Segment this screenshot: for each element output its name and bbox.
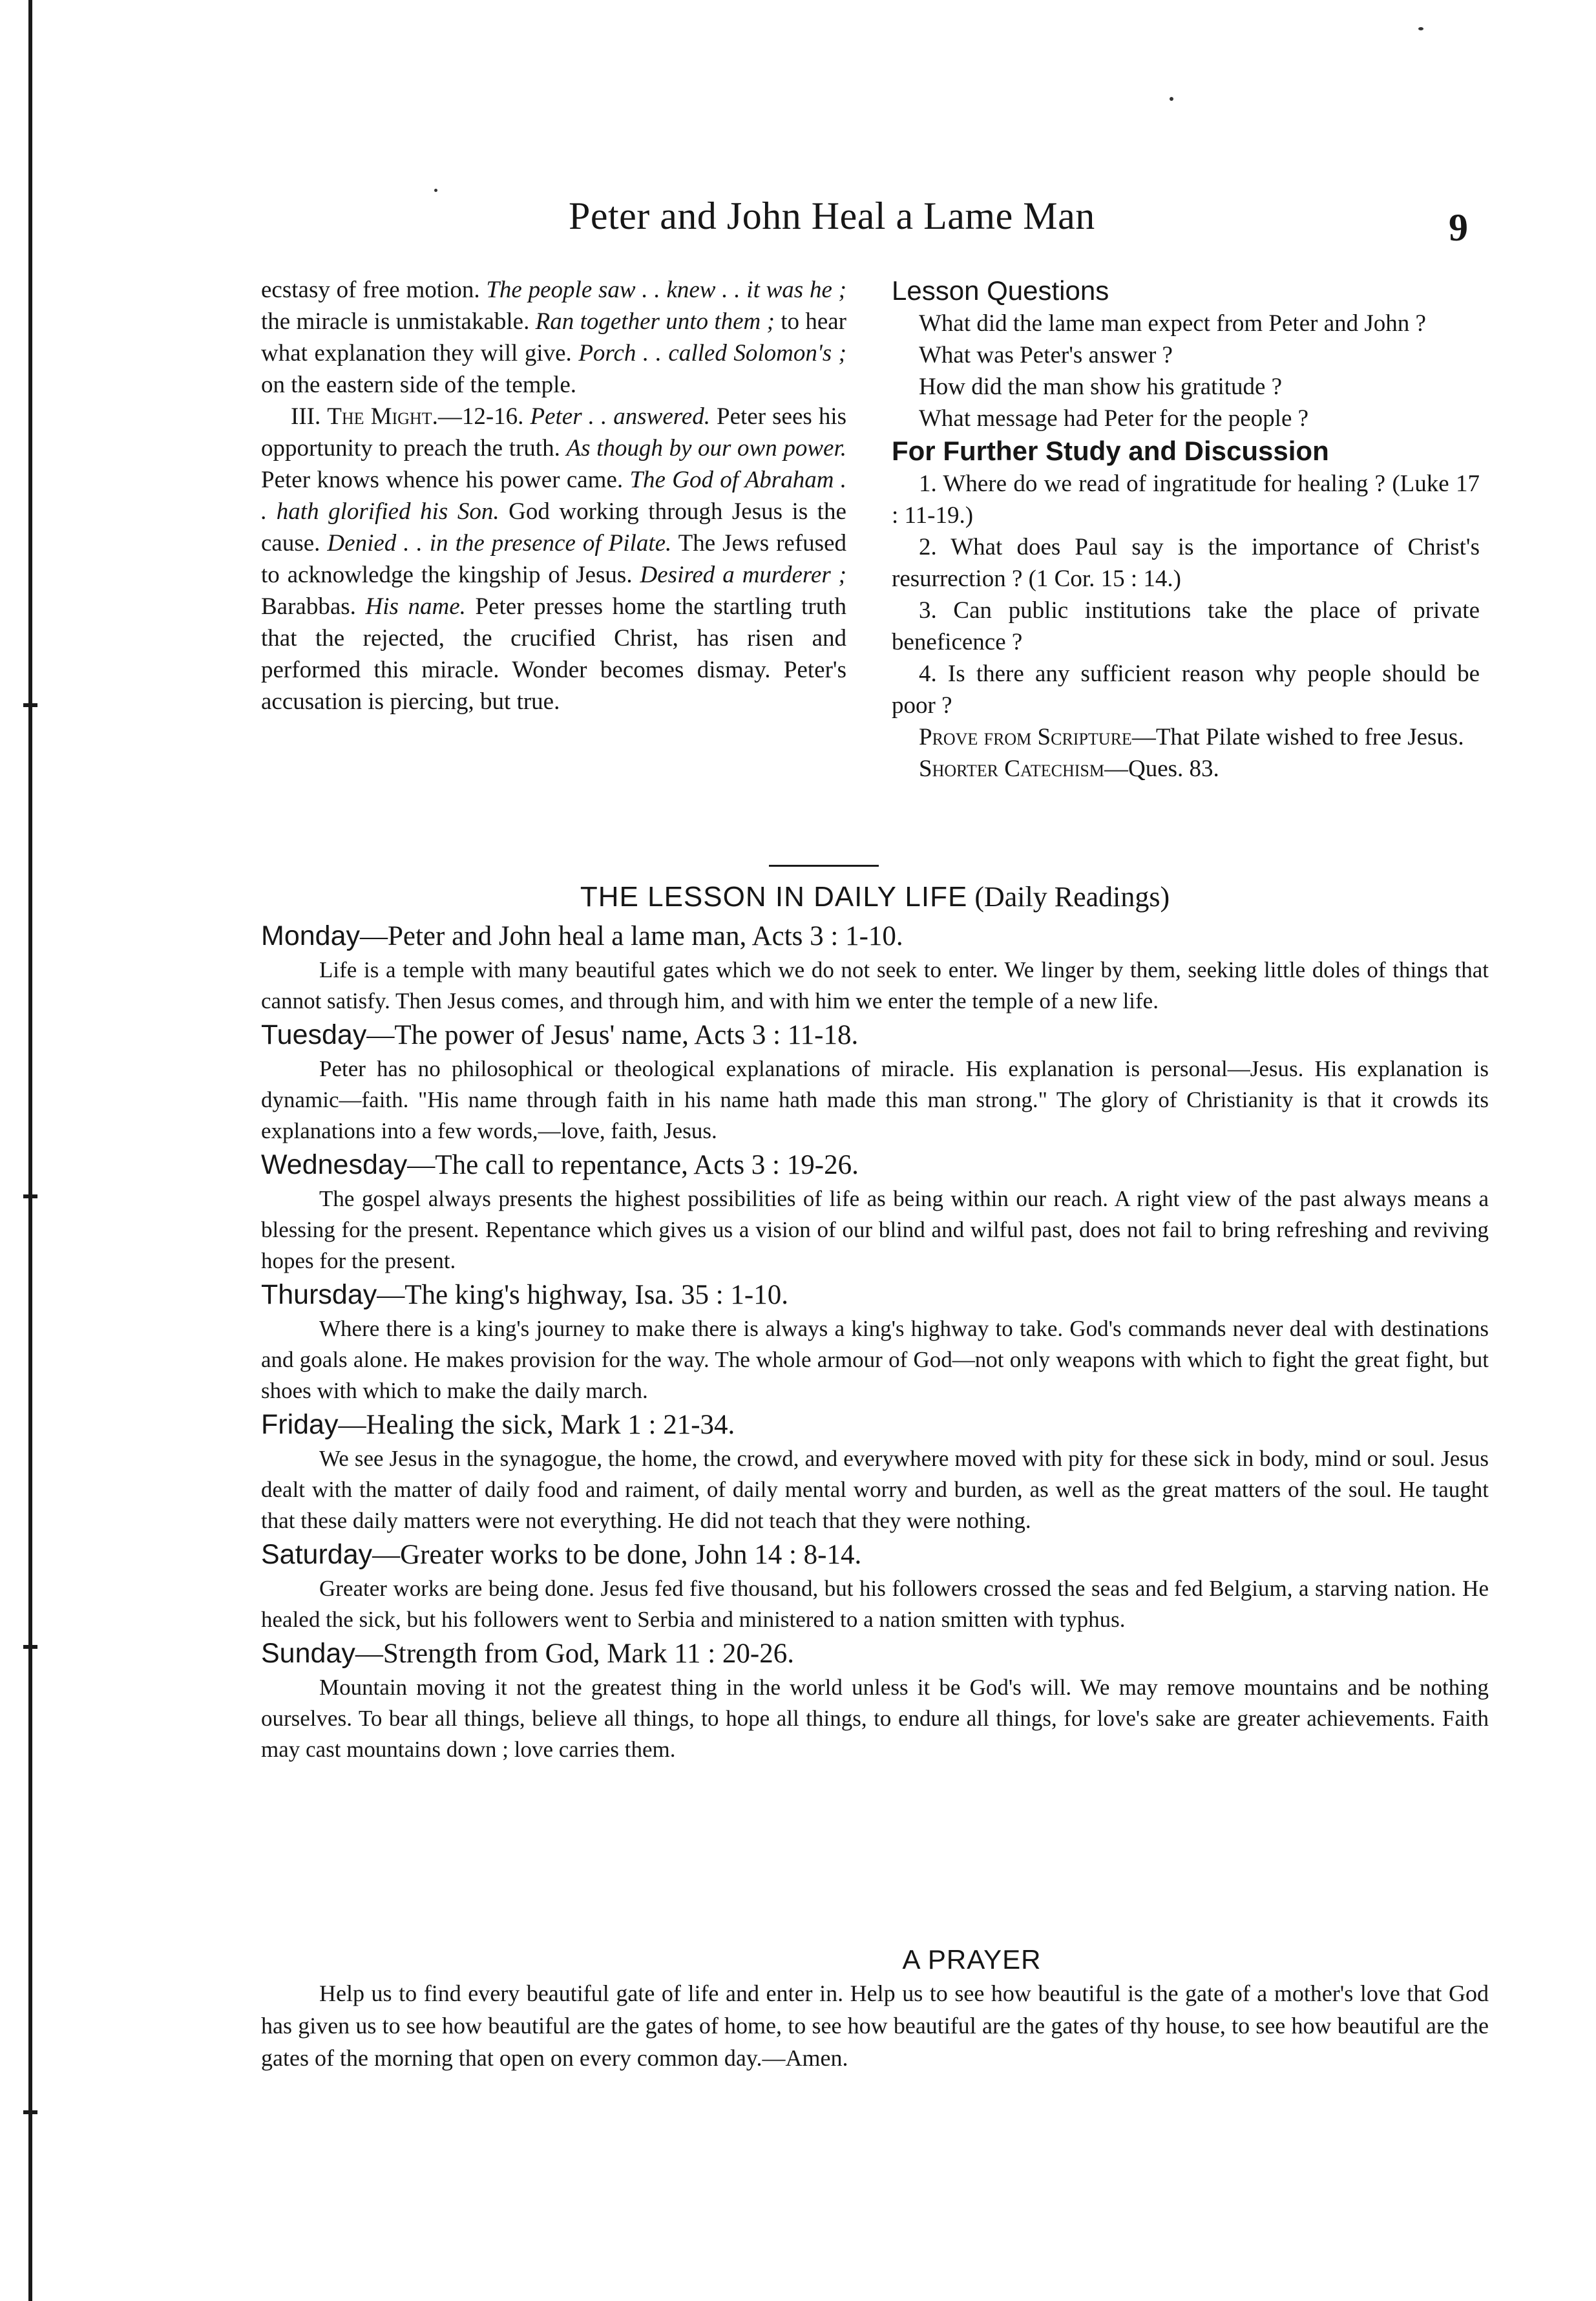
daily-heading-text: THE LESSON IN DAILY LIFE [580, 881, 968, 913]
day-reading: —The power of Jesus' name, Acts 3 : 11-18. [366, 1020, 859, 1050]
day-entry-friday [261, 1406, 1489, 1536]
discussion-item: 2. What does Paul say is the importance of Christ's resurrection ? (1 Cor. 15 : 14.) [892, 534, 1480, 592]
question-item: What did the lame man expect from Peter and John ? [919, 310, 1426, 337]
text-run: Barabbas. [261, 593, 366, 620]
daily-heading-suffix: (Daily Readings) [967, 881, 1170, 913]
day-text: The gospel always presents the highest possibilities of life as being within our reach. A right view of the past always means a blessing for the present. Repentance which gives us a vision of our blind and wilful past, does not fail to bring refreshing and reviving hopes for the present. [261, 1186, 1489, 1273]
section-title: The Might. [327, 403, 438, 430]
prayer-title: A PRAYER [902, 1944, 1042, 1975]
commentary-paragraph [261, 401, 846, 717]
discussion-item: 1. Where do we read of ingratitude for healing ? (Luke 17 : 11-19.) [892, 471, 1480, 529]
verse-range: —12-16. [437, 403, 530, 430]
day-name: Friday [261, 1409, 339, 1440]
day-text: Where there is a king's journey to make there is always a king's highway to take. God's commands never deal with destinations and goals alone. He makes provision for the way. The whole armour of God—not only weapons with which to fight the great fight, but shoes with which to make the daily march. [261, 1316, 1489, 1403]
commentary-paragraph [261, 274, 846, 401]
section-number: III. [291, 403, 328, 430]
day-entry-monday [261, 918, 1489, 1017]
day-text: Greater works are being done. Jesus fed five thousand, but his followers crossed the seas and fed Belgium, a starving nation. He healed the sick, but his followers went to Serbia and ministered to a nation smitten with typhus. [261, 1576, 1489, 1632]
day-reading: —The king's highway, Isa. 35 : 1-10. [377, 1280, 788, 1310]
day-heading [261, 1017, 1489, 1054]
italic-run: The people saw . . knew . . it was he ; [486, 277, 847, 303]
day-name: Monday [261, 920, 360, 951]
prove-text: —That Pilate wished to free Jesus. [1131, 724, 1464, 750]
text-run: on the eastern side of the temple. [261, 372, 577, 398]
italic-run: Denied . . in the presence of Pilate. [327, 530, 672, 557]
binding-mark [23, 1645, 37, 1649]
daily-readings-heading [261, 878, 1489, 917]
italic-run: As though by our own power. [566, 435, 846, 461]
day-heading [261, 1635, 1489, 1672]
left-column [261, 274, 846, 717]
text-run: Peter knows whence his power came. [261, 467, 630, 493]
catechism-label: Shorter Catechism [919, 756, 1104, 782]
day-name: Sunday [261, 1638, 355, 1669]
shorter-catechism [892, 753, 1480, 785]
question-item: What was Peter's answer ? [919, 342, 1173, 368]
discussion-item: 4. Is there any sufficient reason why people should be poor ? [892, 661, 1480, 719]
day-text: Mountain moving it not the greatest thing in the world unless it be God's will. We may remove mountains and be nothing ourselves. To bear all things, believe all things, to hope all things, to endure all things, for love's sake are greater achievements. Faith may cast mountains down ; love carries them. [261, 1675, 1489, 1762]
day-reading: —Peter and John heal a lame man, Acts 3 : 1-10. [359, 921, 903, 951]
italic-run: His name. [365, 593, 466, 620]
day-name: Wednesday [261, 1149, 408, 1180]
page-number: 9 [1449, 206, 1468, 249]
day-heading [261, 1147, 1489, 1183]
day-entry-sunday [261, 1635, 1489, 1765]
question-item: What message had Peter for the people ? [919, 405, 1309, 432]
day-text: Life is a temple with many beautiful gates which we do not seek to enter. We linger by them, seeking little doles of things that cannot satisfy. Then Jesus comes, and through him, and with him we enter the temple of a new life. [261, 957, 1489, 1013]
day-text: We see Jesus in the synagogue, the home, the crowd, and everywhere moved with pity for these sick in body, mind or soul. Jesus dealt with the matter of daily food and raiment, of daily mental worry and burden, as well as the great matters of the soul. He taught that these daily matters were not everything. He did not teach that they were nothing. [261, 1446, 1489, 1533]
day-entry-wednesday [261, 1147, 1489, 1277]
binding-mark [23, 2110, 37, 2114]
day-heading [261, 1277, 1489, 1313]
binding-mark [23, 703, 37, 707]
right-column [892, 274, 1480, 785]
binding-edge-line [28, 0, 32, 2301]
text-run: Peter presses home the startling truth that the rejected, the crucified Christ, has risen and performed this miracle. Wonder becomes dismay. Peter's accusation is piercing, but true. [261, 593, 847, 715]
day-entry-tuesday [261, 1017, 1489, 1147]
day-text: Peter has no philosophical or theological explanations of miracle. His explanation is personal—Jesus. His explanation is dynamic—faith. "His name through faith in his name hath made this man strong." The glory of Christianity is that it crowds its explanations into a few words,—love, faith, Jesus. [261, 1056, 1489, 1143]
day-heading [261, 1406, 1489, 1443]
day-reading: —Greater works to be done, John 14 : 8-14. [372, 1540, 862, 1570]
italic-run: Desired a murderer ; [640, 562, 846, 588]
text-run: ecstasy of free motion. [261, 277, 487, 303]
day-name: Tuesday [261, 1019, 367, 1050]
day-heading [261, 1536, 1489, 1573]
lesson-questions-heading: Lesson Questions [892, 275, 1109, 306]
italic-run: The God of Abraham . . hath glorified his Son. [261, 467, 846, 525]
daily-readings-section [261, 878, 1489, 1765]
catechism-text: —Ques. 83. [1104, 756, 1219, 782]
text-run: God working through Jesus is the cause. [261, 498, 846, 557]
prove-from-scripture [892, 721, 1480, 753]
text-run: Peter sees his opportunity to preach the truth. [261, 403, 846, 461]
running-title: Peter and John Heal a Lame Man [569, 195, 1095, 237]
day-entry-saturday [261, 1536, 1489, 1635]
day-name: Saturday [261, 1539, 373, 1570]
section-divider [769, 865, 879, 867]
day-reading: —The call to repentance, Acts 3 : 19-26. [407, 1150, 859, 1180]
prayer-section [261, 1942, 1489, 2074]
italic-run: Peter . . answered. [530, 403, 710, 430]
scan-speck [1170, 97, 1173, 101]
day-entry-thursday [261, 1277, 1489, 1406]
prayer-text: Help us to find every beautiful gate of life and enter in. Help us to see how beautiful is the gate of a mother's love that God has given us to see how beautiful are the gates of home, to see how beautiful are the gates of thy house, to see how beautiful are the gates of the morning that open on every common day.—Amen. [261, 1980, 1489, 2071]
day-reading: —Strength from God, Mark 11 : 20-26. [355, 1638, 795, 1669]
italic-run: Ran together unto them ; [535, 308, 775, 335]
italic-run: Porch . . called Solomon's ; [578, 340, 846, 366]
text-run: the miracle is unmistakable. [261, 308, 536, 335]
prove-label: Prove from Scripture [919, 724, 1132, 750]
binding-mark [23, 1194, 37, 1198]
scan-speck [1418, 27, 1423, 30]
question-item: How did the man show his gratitude ? [919, 374, 1283, 400]
text-run: to hear what explanation they will give. [261, 308, 846, 366]
discussion-item: 3. Can public institutions take the place of private beneficence ? [892, 597, 1480, 655]
day-heading [261, 918, 1489, 955]
day-name: Thursday [261, 1279, 377, 1310]
scan-speck [434, 189, 437, 192]
further-study-heading: For Further Study and Discussion [892, 436, 1329, 466]
text-run: The Jews refused to acknowledge the kingship of Jesus. [261, 530, 846, 588]
day-reading: —Healing the sick, Mark 1 : 21-34. [338, 1410, 735, 1440]
